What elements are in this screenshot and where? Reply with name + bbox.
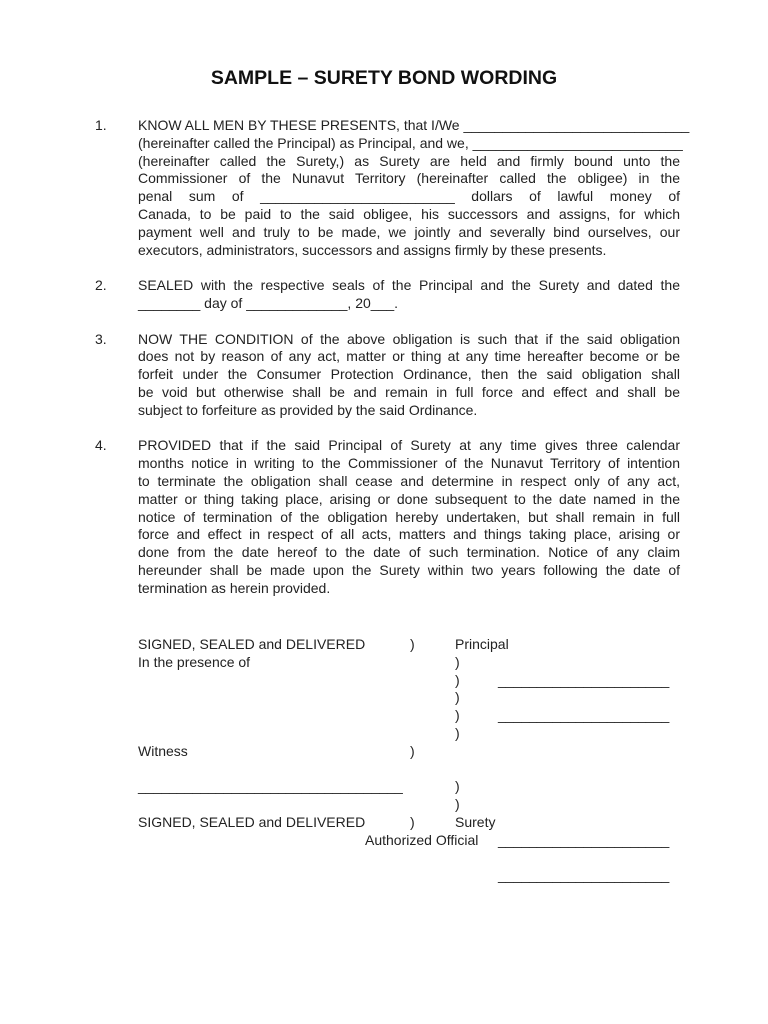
signature-row	[138, 867, 680, 885]
signature-row	[138, 778, 680, 796]
clause-line: months notice in writing to the Commissioner of the Nunavut Territory of intention	[138, 455, 680, 472]
paren: )	[410, 813, 415, 830]
signature-line: ______________________	[498, 867, 670, 884]
clause-line: be void but otherwise shall be and remain in full force and effect and shall be	[138, 383, 680, 400]
clause	[95, 437, 680, 597]
paren: )	[455, 778, 460, 795]
clause-body	[138, 437, 680, 597]
paren: )	[410, 742, 415, 759]
clause-line: Canada, to be paid to the said obligee, his successors and assigns, for which	[138, 205, 680, 222]
clause-body	[138, 277, 680, 313]
clause-line: PROVIDED that if the said Principal of Surety at any time gives three calendar	[138, 437, 680, 454]
signature-line: ______________________	[498, 831, 670, 848]
sig-left-text: SIGNED, SEALED and DELIVERED	[138, 813, 366, 830]
clause-line: executors, administrators, successors and assigns firmly by these presents.	[138, 241, 607, 258]
clause-line: SEALED with the respective seals of the Principal and the Surety and dated the	[138, 277, 680, 294]
clause-line: to terminate the obligation shall cease and determine in respect only of any act,	[138, 472, 680, 489]
signature-row	[138, 832, 680, 850]
paren: )	[410, 636, 415, 652]
clause-number: 4.	[95, 437, 107, 454]
clause-line: Commissioner of the Nunavut Territory (hereinafter called the obligee) in the	[138, 170, 680, 187]
clause-number: 3.	[95, 330, 107, 347]
clause-body	[138, 331, 680, 420]
clause-line: termination as herein provided.	[138, 579, 331, 596]
clause-list	[95, 117, 690, 615]
clause-line: forfeit under the Consumer Protection Ordinance, then the said obligation shall	[138, 366, 680, 383]
paren: )	[455, 653, 460, 670]
clause-number: 2.	[95, 277, 107, 294]
signature-row	[138, 672, 680, 690]
paren: )	[455, 689, 460, 706]
clause-line: notice of termination of the obligation hereby undertaken, but shall remain in full	[138, 508, 680, 525]
signature-row	[138, 743, 680, 761]
sig-mid-text: Surety	[455, 813, 496, 830]
sig-mid-text: Principal	[455, 636, 509, 652]
sig-left-text: Witness	[138, 742, 188, 759]
clause-line: hereunder shall be made upon the Surety within two years following the date of	[138, 561, 680, 578]
paren: )	[455, 796, 460, 813]
signature-row	[138, 654, 680, 672]
clause-line: KNOW ALL MEN BY THESE PRESENTS, that I/We _____________________________	[138, 117, 690, 133]
signature-block	[138, 636, 680, 885]
clause	[95, 331, 680, 420]
signature-line: __________________________________	[138, 778, 403, 795]
signature-row	[138, 636, 680, 654]
clause-line: force and effect in respect of all acts, matters and things taking place, arising or	[138, 526, 680, 543]
clause-line: done from the date hereof to the date of such termination. Notice of any claim	[138, 544, 680, 561]
signature-row	[138, 850, 680, 868]
clause-line: (hereinafter called the Surety,) as Surety are held and firmly bound unto the	[138, 152, 680, 169]
signature-row	[138, 761, 680, 779]
clause-line: subject to forfeiture as provided by the said Ordinance.	[138, 401, 478, 418]
clause	[95, 117, 690, 259]
clause-line: payment well and truly to be made, we jointly and severally bind ourselves, our	[138, 223, 680, 240]
clause	[95, 277, 680, 313]
clause-line: (hereinafter called the Principal) as Principal, and we, ___________________________	[138, 134, 683, 151]
sig-left-text: SIGNED, SEALED and DELIVERED	[138, 636, 366, 652]
paren: )	[455, 724, 460, 741]
signature-row	[138, 707, 680, 725]
clause-number: 1.	[95, 117, 107, 133]
clause-line: penal sum of _________________________ dollars of lawful money of	[138, 188, 680, 205]
signature-row	[138, 814, 680, 832]
clause-line: does not by reason of any act, matter or thing at any time hereafter become or be	[138, 348, 680, 365]
signature-row	[138, 796, 680, 814]
sig-left-text: In the presence of	[138, 653, 251, 670]
signature-line: ______________________	[498, 671, 670, 688]
authorized-official-label: Authorized Official	[365, 831, 479, 848]
document-title: SAMPLE – SURETY BOND WORDING	[210, 67, 558, 89]
paren: )	[455, 671, 460, 688]
clause-line: ________ day of _____________, 20___.	[138, 294, 399, 311]
signature-row	[138, 725, 680, 743]
clause-body	[138, 117, 690, 259]
clause-line: NOW THE CONDITION of the above obligation is such that if the said obligation	[138, 330, 680, 347]
signature-line: ______________________	[498, 707, 670, 724]
signature-row	[138, 689, 680, 707]
paren: )	[455, 707, 460, 724]
clause-line: matter or thing taking place, arising or done subsequent to the date named in the	[138, 490, 680, 507]
